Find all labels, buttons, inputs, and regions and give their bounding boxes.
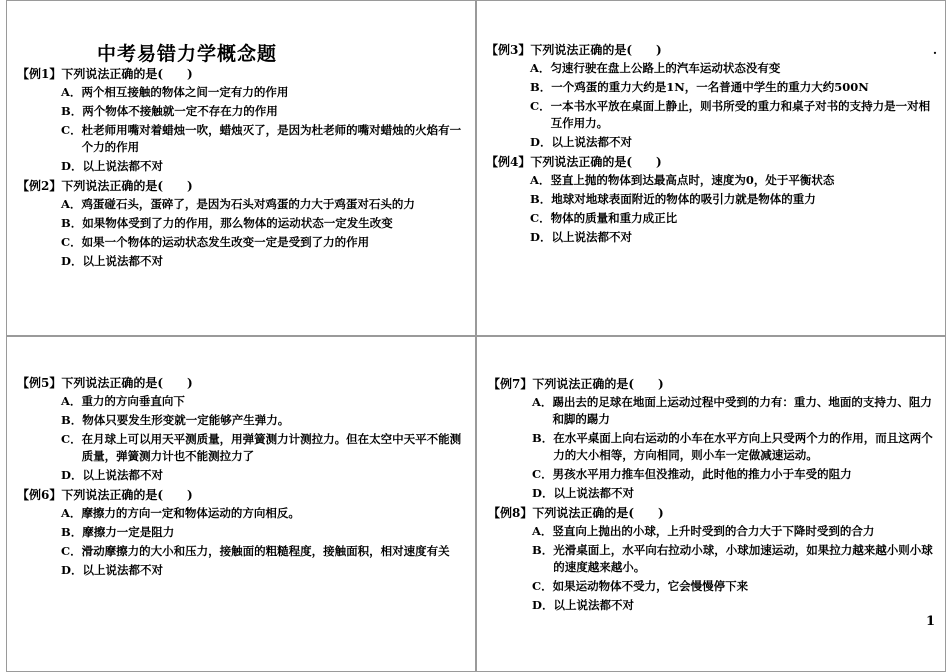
question-block xyxy=(17,177,463,270)
option-letter: C． xyxy=(530,99,551,113)
question-tag: 【例3】 xyxy=(486,43,531,57)
option-text: 如果一个物体的运动状态发生改变一定是受到了力的作用 xyxy=(81,235,370,249)
answer-option xyxy=(486,98,933,132)
option-text: 摩擦力一定是阻力 xyxy=(82,525,175,539)
option-letter: C． xyxy=(61,544,82,558)
option-text: 以上说法都不对 xyxy=(82,563,163,577)
question-heading xyxy=(486,153,933,171)
answer-option xyxy=(17,215,463,232)
question-heading xyxy=(17,374,463,392)
question-stem: 下列说法正确的是( ) xyxy=(530,43,662,57)
option-text: 以上说法都不对 xyxy=(551,230,632,244)
answer-option xyxy=(488,542,933,576)
option-text: 男孩水平用力推车但没推动，此时他的推力小于车受的阻力 xyxy=(552,467,852,481)
option-text: 重力的方向垂直向下 xyxy=(81,394,185,408)
option-letter: B． xyxy=(532,543,554,557)
option-text: 两个物体不接触就一定不存在力的作用 xyxy=(82,104,278,118)
answer-option xyxy=(486,134,933,151)
question-heading xyxy=(17,486,463,504)
answer-option xyxy=(488,523,933,540)
answer-option xyxy=(17,543,463,560)
option-letter: D． xyxy=(61,468,83,482)
option-letter: D． xyxy=(530,135,552,149)
option-letter: B． xyxy=(61,413,83,427)
option-letter: B． xyxy=(530,192,552,206)
slide-panel-2 xyxy=(476,0,946,336)
question-heading xyxy=(486,41,933,59)
option-text: 以上说法都不对 xyxy=(551,135,632,149)
question-list xyxy=(17,65,463,272)
option-text: 在月球上可以用天平测质量，用弹簧测力计测拉力。但在太空中天平不能测质量，弹簧测力计也不能测拉力了 xyxy=(81,432,462,463)
option-letter: A． xyxy=(61,506,82,520)
question-block xyxy=(17,65,463,175)
answer-option xyxy=(488,394,933,428)
option-text: 踢出去的足球在地面上运动过程中受到的力有：重力、地面的支持力、阻力和脚的踢力 xyxy=(552,395,932,426)
option-text: 以上说法都不对 xyxy=(553,486,634,500)
option-letter: A． xyxy=(532,395,553,409)
answer-option xyxy=(17,524,463,541)
answer-option xyxy=(488,430,933,464)
answer-option xyxy=(17,234,463,251)
question-list xyxy=(486,41,933,248)
answer-option xyxy=(17,412,463,429)
question-list xyxy=(17,374,463,581)
option-letter: C． xyxy=(61,123,82,137)
option-letter: A． xyxy=(532,524,553,538)
question-tag: 【例8】 xyxy=(488,506,533,520)
option-letter: B． xyxy=(61,525,83,539)
answer-option xyxy=(488,466,933,483)
option-letter: C． xyxy=(61,432,82,446)
option-letter: A． xyxy=(61,394,82,408)
question-block xyxy=(17,374,463,484)
option-text: 滑动摩擦力的大小和压力，接触面的粗糙程度，接触面积，相对速度有关 xyxy=(81,544,450,558)
question-heading xyxy=(17,177,463,195)
answer-option xyxy=(17,562,463,579)
option-letter: B． xyxy=(61,216,83,230)
question-stem: 下列说法正确的是( ) xyxy=(61,179,193,193)
slide-panel-4 xyxy=(476,336,946,672)
answer-option xyxy=(486,172,933,189)
answer-option xyxy=(17,122,463,156)
option-text: 在水平桌面上向右运动的小车在水平方向上只受两个力的作用，而且这两个力的大小相等，方向相同，则小车一定做减速运动。 xyxy=(553,431,933,462)
question-tag: 【例4】 xyxy=(486,155,531,169)
question-tag: 【例7】 xyxy=(488,377,533,391)
page-title: 中考易错力学概念题 xyxy=(97,43,278,65)
option-text: 物体只要发生形变就一定能够产生弹力。 xyxy=(82,413,290,427)
question-stem: 下列说法正确的是( ) xyxy=(61,376,193,390)
answer-option xyxy=(17,431,463,465)
answer-option xyxy=(17,103,463,120)
option-text: 以上说法都不对 xyxy=(82,254,163,268)
option-letter: B． xyxy=(61,104,83,118)
corner-mark: . xyxy=(932,43,937,57)
question-list xyxy=(488,375,933,616)
option-letter: D． xyxy=(61,563,83,577)
question-stem: 下列说法正确的是( ) xyxy=(532,377,664,391)
option-letter: D． xyxy=(532,486,554,500)
option-text: 匀速行驶在盘上公路上的汽车运动状态没有变 xyxy=(550,61,781,75)
question-heading xyxy=(488,375,933,393)
option-letter: B． xyxy=(532,431,554,445)
answer-option xyxy=(17,393,463,410)
question-heading xyxy=(488,504,933,522)
question-stem: 下列说法正确的是( ) xyxy=(532,506,664,520)
question-block xyxy=(17,486,463,579)
question-block xyxy=(486,153,933,246)
answer-option xyxy=(488,597,933,614)
answer-option xyxy=(486,229,933,246)
option-text: 如果物体受到了力的作用，那么物体的运动状态一定发生改变 xyxy=(82,216,393,230)
option-letter: B． xyxy=(530,80,552,94)
option-text: 两个相互接触的物体之间一定有力的作用 xyxy=(81,85,289,99)
question-tag: 【例6】 xyxy=(17,488,62,502)
page-number: 1 xyxy=(925,614,935,629)
option-text: 以上说法都不对 xyxy=(82,468,163,482)
option-text: 一本书水平放在桌面上静止，则书所受的重力和桌子对书的支持力是一对相互作用力。 xyxy=(550,99,931,130)
answer-option xyxy=(17,467,463,484)
question-block xyxy=(488,375,933,502)
question-stem: 下列说法正确的是( ) xyxy=(61,488,193,502)
answer-option xyxy=(17,158,463,175)
option-letter: D． xyxy=(61,159,83,173)
option-text: 一个鸡蛋的重力大约是1N，一名普通中学生的重力大约500N xyxy=(551,80,869,94)
option-text: 杜老师用嘴对着蜡烛一吹，蜡烛灭了，是因为杜老师的嘴对蜡烛的火焰有一个力的作用 xyxy=(81,123,462,154)
answer-option xyxy=(486,60,933,77)
option-letter: C． xyxy=(532,579,553,593)
option-letter: D． xyxy=(530,230,552,244)
answer-option xyxy=(488,485,933,502)
answer-option xyxy=(17,253,463,270)
option-text: 鸡蛋碰石头，蛋碎了，是因为石头对鸡蛋的力大于鸡蛋对石头的力 xyxy=(81,197,415,211)
option-letter: C． xyxy=(61,235,82,249)
question-block xyxy=(486,41,933,151)
answer-option xyxy=(488,578,933,595)
answer-option xyxy=(17,84,463,101)
option-letter: A． xyxy=(61,197,82,211)
answer-option xyxy=(17,196,463,213)
answer-option xyxy=(17,505,463,522)
question-stem: 下列说法正确的是( ) xyxy=(61,67,193,81)
answer-option xyxy=(486,210,933,227)
question-tag: 【例1】 xyxy=(17,67,62,81)
option-text: 竖直上抛的物体到达最高点时，速度为0，处于平衡状态 xyxy=(550,173,835,187)
question-tag: 【例5】 xyxy=(17,376,62,390)
option-letter: C． xyxy=(532,467,553,481)
option-text: 地球对地球表面附近的物体的吸引力就是物体的重力 xyxy=(551,192,816,206)
option-text: 以上说法都不对 xyxy=(82,159,163,173)
option-letter: A． xyxy=(530,173,551,187)
option-text: 光滑桌面上，水平向右拉动小球，小球加速运动，如果拉力越来越小则小球的速度越来越小。 xyxy=(553,543,933,574)
option-letter: A． xyxy=(530,61,551,75)
option-letter: D． xyxy=(532,598,554,612)
option-text: 竖直向上抛出的小球，上升时受到的合力大于下降时受到的合力 xyxy=(552,524,875,538)
question-block xyxy=(488,504,933,614)
slide-panel-1 xyxy=(6,0,476,336)
option-letter: D． xyxy=(61,254,83,268)
answer-option xyxy=(486,79,933,96)
question-tag: 【例2】 xyxy=(17,179,62,193)
question-heading xyxy=(17,65,463,83)
option-letter: A． xyxy=(61,85,82,99)
option-text: 如果运动物体不受力，它会慢慢停下来 xyxy=(552,579,749,593)
option-text: 物体的质量和重力成正比 xyxy=(550,211,678,225)
question-stem: 下列说法正确的是( ) xyxy=(530,155,662,169)
option-text: 摩擦力的方向一定和物体运动的方向相反。 xyxy=(81,506,300,520)
answer-option xyxy=(486,191,933,208)
slide-panel-3 xyxy=(6,336,476,672)
option-letter: C． xyxy=(530,211,551,225)
option-text: 以上说法都不对 xyxy=(553,598,634,612)
